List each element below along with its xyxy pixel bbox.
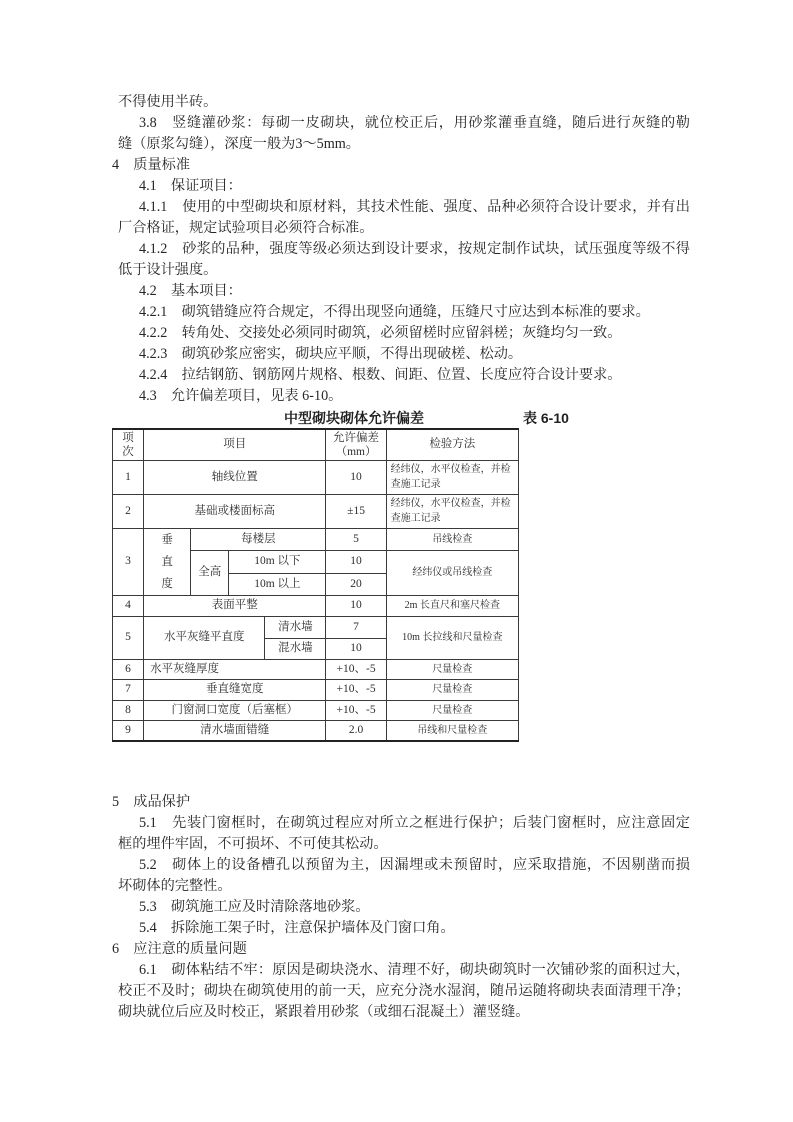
text-line: 3.8 竖缝灌砂浆：每砌一皮砌块，就位校正后，用砂浆灌垂直缝，随后进行灰缝的勒 <box>139 115 690 131</box>
text-line: 4.3 允许偏差项目，见表 6-10。 <box>139 388 343 404</box>
cell-tolerance: 7 <box>326 616 386 638</box>
cell-index: 5 <box>113 616 144 659</box>
cell-tolerance: +10、-5 <box>326 679 386 700</box>
cell-tolerance: 10 <box>326 550 386 573</box>
cell-method: 10m 长拉线和尺量检查 <box>386 616 518 659</box>
text-line: 坏砌体的完整性。 <box>118 878 232 894</box>
cell-index: 1 <box>113 460 144 494</box>
cell-method: 经纬仪，水平仪检查，并检查施工记录 <box>386 460 518 494</box>
table-caption-row <box>112 407 690 428</box>
cell-tolerance: +10、-5 <box>326 700 386 720</box>
cell-item-group <box>144 528 191 595</box>
cell-item: 水平灰缝平直度 <box>144 616 265 659</box>
allowable-deviation-table <box>112 428 519 742</box>
text-line: 校正不及时；砌块在砌筑使用的前一天，应充分浇水湿润，随吊运随将砌块表面清理干净； <box>118 983 690 999</box>
cell-item-sub: 清水墙 <box>265 616 326 638</box>
cell-item: 水平灰缝厚度 <box>144 659 326 679</box>
text-line: 低于设计强度。 <box>118 262 218 278</box>
cell-index: 9 <box>113 720 144 741</box>
col-header-tolerance-line1: 允许偏差 <box>333 431 380 444</box>
cell-method: 尺量检查 <box>386 679 518 700</box>
cell-index: 2 <box>113 494 144 528</box>
cell-index: 4 <box>113 595 144 616</box>
text-line: 4.2.2 转角处、交接处必须同时砌筑，必须留槎时应留斜槎；灰缝均匀一致。 <box>139 325 622 341</box>
text-line: 框的埋件牢固，不可损坏、不可使其松动。 <box>118 836 388 852</box>
text-line: 砌块就位后应及时校正，紧跟着用砂浆（或细石混凝土）灌竖缝。 <box>118 1004 530 1020</box>
text-line: 4 质量标准 <box>112 157 191 173</box>
table-row <box>113 528 519 550</box>
text-line: 4.2.3 砌筑砂浆应密实，砌块应平顺，不得出现破槎、松动。 <box>139 346 523 362</box>
text-line: 4.2 基本项目： <box>139 283 242 299</box>
text-line: 4.2.4 拉结钢筋、钢筋网片规格、根数、间距、位置、长度应符合设计要求。 <box>139 367 622 383</box>
cell-tolerance: 10 <box>326 595 386 616</box>
text-line: 5 成品保护 <box>112 794 191 810</box>
cell-item: 轴线位置 <box>144 460 326 494</box>
cell-tolerance: 5 <box>326 528 386 550</box>
cell-tolerance: 10 <box>326 460 386 494</box>
cell-item: 基础或楼面标高 <box>144 494 326 528</box>
cell-index: 6 <box>113 659 144 679</box>
cell-method: 尺量检查 <box>386 700 518 720</box>
body-text-bottom <box>112 792 690 1023</box>
table-row <box>113 700 519 720</box>
table-row <box>113 679 519 700</box>
cell-item: 10m 以上 <box>229 573 326 595</box>
cell-method: 吊线检查 <box>386 528 518 550</box>
cell-index: 7 <box>113 679 144 700</box>
cell-tolerance: ±15 <box>326 494 386 528</box>
text-line: 缝（原浆勾缝），深度一般为3～5mm。 <box>118 136 360 152</box>
col-header-item: 项目 <box>144 429 326 460</box>
text-line: 5.4 拆除施工架子时，注意保护墙体及门窗口角。 <box>139 920 455 936</box>
table-row <box>113 494 519 528</box>
text-line: 厂合格证，规定试验项目必须符合标准。 <box>118 220 374 236</box>
text-line: 4.2.1 砌筑错缝应符合规定，不得出现竖向通缝，压缝尺寸应达到本标准的要求。 <box>139 304 650 320</box>
table-title: 中型砌块砌体允许偏差 <box>284 410 424 426</box>
cell-item: 每楼层 <box>191 528 326 550</box>
table-number: 表 6-10 <box>523 410 569 426</box>
cell-method: 2m 长直尺和塞尺检查 <box>386 595 518 616</box>
cell-method: 经纬仪或吊线检查 <box>386 550 518 595</box>
cell-item: 10m 以下 <box>229 550 326 573</box>
cell-tolerance: +10、-5 <box>326 659 386 679</box>
text-line: 4.1.1 使用的中型砌块和原材料，其技术性能、强度、品种必须符合设计要求，并有出 <box>139 199 690 215</box>
col-header-index-line1: 项 <box>122 431 134 444</box>
text-line: 4.1.2 砂浆的品种，强度等级必须达到设计要求，按规定制作试块，试压强度等级不得 <box>139 241 690 257</box>
cell-item: 表面平整 <box>144 595 326 616</box>
text-line: 5.1 先装门窗框时，在砌筑过程应对所立之框进行保护；后装门窗框时，应注意固定 <box>139 815 690 831</box>
table-row <box>113 659 519 679</box>
cell-index: 3 <box>113 528 144 595</box>
cell-method: 吊线和尺量检查 <box>386 720 518 741</box>
col-header-tolerance-line2: （mm） <box>335 445 377 458</box>
cell-method: 经纬仪，水平仪检查，并检查施工记录 <box>386 494 518 528</box>
text-line: 5.3 砌筑施工应及时清除落地砂浆。 <box>139 899 370 915</box>
col-header-method: 检验方法 <box>386 429 518 460</box>
cell-item: 清水墙面错缝 <box>144 720 326 741</box>
table-row <box>113 595 519 616</box>
vertical-label: 垂直度 <box>161 533 173 590</box>
cell-index: 8 <box>113 700 144 720</box>
table-row <box>113 460 519 494</box>
body-text-top <box>112 92 690 407</box>
cell-tolerance: 20 <box>326 573 386 595</box>
cell-item-sub: 混水墙 <box>265 638 326 659</box>
col-header-index-line2: 次 <box>122 445 134 458</box>
col-header-tolerance <box>326 429 386 460</box>
text-line: 6 应注意的质量问题 <box>112 941 247 957</box>
table-header-row <box>113 429 519 460</box>
cell-item: 垂直缝宽度 <box>144 679 326 700</box>
cell-method: 尺量检查 <box>386 659 518 679</box>
text-line: 4.1 保证项目： <box>139 178 242 194</box>
text-line: 5.2 砌体上的设备槽孔以预留为主，因漏埋或未预留时，应采取措施，不因剔凿而损 <box>139 857 690 873</box>
text-line: 6.1 砌体粘结不牢：原因是砌块浇水、清理不好，砌块砌筑时一次铺砂浆的面积过大， <box>139 962 690 978</box>
cell-item: 门窗洞口宽度（后塞框） <box>144 700 326 720</box>
cell-item-sublabel: 全高 <box>191 550 229 595</box>
cell-tolerance: 2.0 <box>326 720 386 741</box>
col-header-index <box>113 429 144 460</box>
section-gap <box>112 742 793 792</box>
table-row <box>113 720 519 741</box>
table-row <box>113 616 519 638</box>
cell-tolerance: 10 <box>326 638 386 659</box>
text-line: 不得使用半砖。 <box>118 94 218 110</box>
